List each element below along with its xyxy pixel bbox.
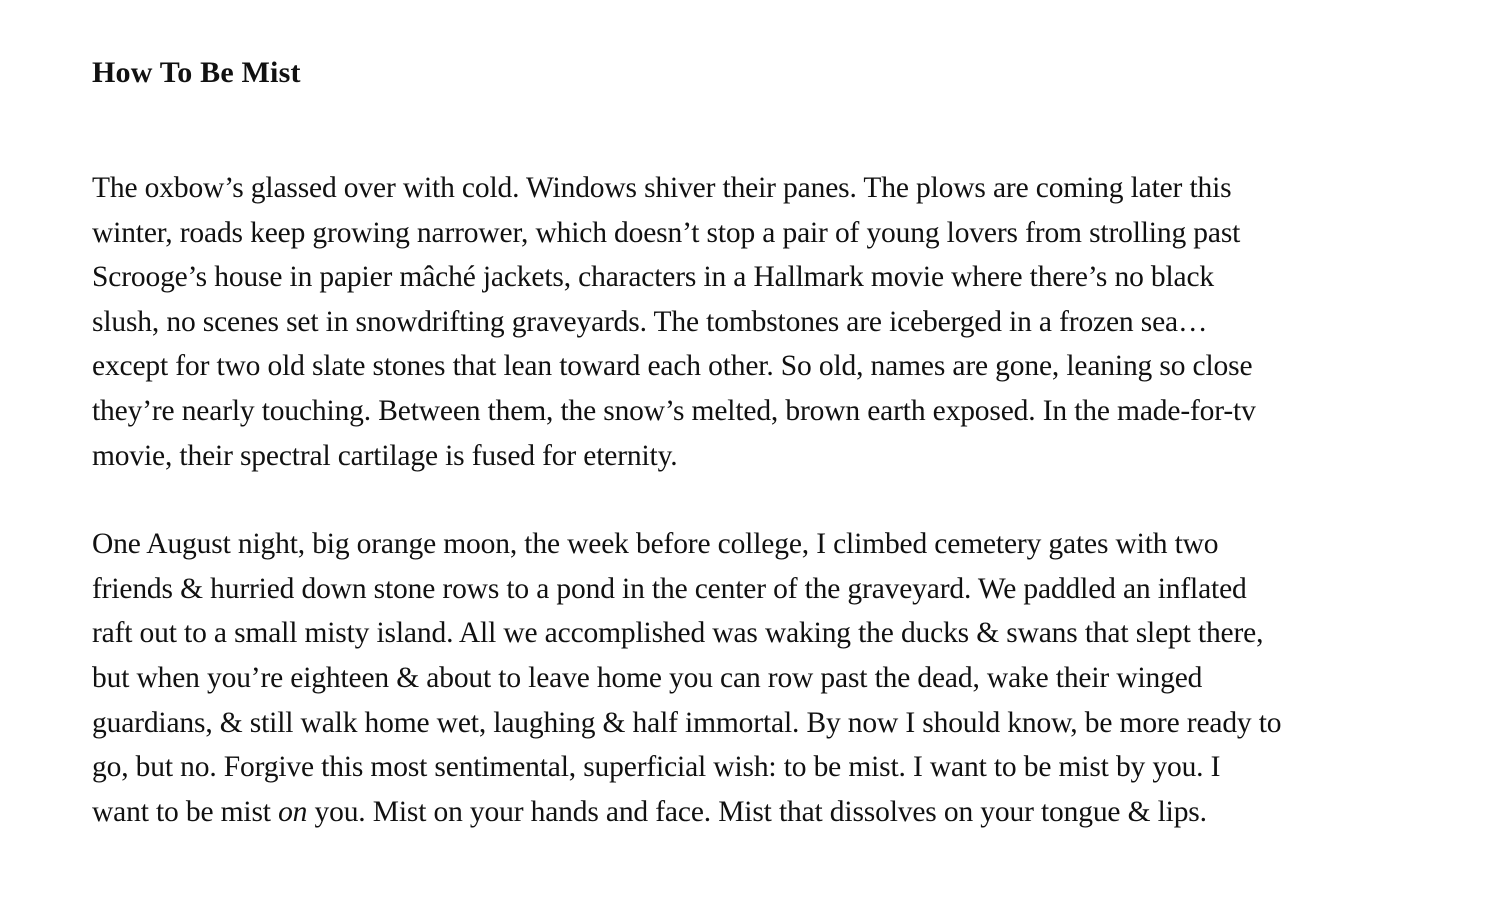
stanza-1 xyxy=(92,166,1452,478)
stanza-2-line: guardians, & still walk home wet, laughing & half immortal. By now I should know, be more ready to xyxy=(92,706,1282,739)
stanza-2-last-line xyxy=(92,790,1452,835)
stanza-2 xyxy=(92,522,1452,834)
stanza-2-line: but when you’re eighteen & about to leave home you can row past the dead, wake their winged xyxy=(92,661,1203,694)
stanza-1-line: slush, no scenes set in snowdrifting graveyards. The tombstones are iceberged in a frozen sea… xyxy=(92,305,1208,338)
poem-page xyxy=(92,52,1452,834)
stanza-2-line: friends & hurried down stone rows to a pond in the center of the graveyard. We paddled an inflated xyxy=(92,572,1247,605)
stanza-1-line: winter, roads keep growing narrower, which doesn’t stop a pair of young lovers from strolling past xyxy=(92,216,1241,249)
emphasis-word: on xyxy=(278,795,308,828)
stanza-2-line: raft out to a small misty island. All we accomplished was waking the ducks & swans that slept there, xyxy=(92,617,1264,650)
stanza-1-line: Scrooge’s house in papier mâché jackets, characters in a Hallmark movie where there’s no black xyxy=(92,261,1215,294)
stanza-2-line: go, but no. Forgive this most sentimental, superficial wish: to be mist. I want to be mist by you. I xyxy=(92,751,1221,784)
stanza-1-line: movie, their spectral cartilage is fused for eternity. xyxy=(92,439,678,472)
stanza-1-line: except for two old slate stones that lean toward each other. So old, names are gone, leaning so close xyxy=(92,350,1253,383)
stanza-1-line: The oxbow’s glassed over with cold. Windows shiver their panes. The plows are coming later this xyxy=(92,172,1232,204)
last-line-before: want to be mist xyxy=(92,795,279,828)
poem-title: How To Be Mist xyxy=(92,56,301,89)
last-line-after: you. Mist on your hands and face. Mist that dissolves on your tongue & lips. xyxy=(307,795,1207,828)
stanza-1-line: they’re nearly touching. Between them, the snow’s melted, brown earth exposed. In the made-for-tv xyxy=(92,394,1256,427)
stanza-2-line: One August night, big orange moon, the week before college, I climbed cemetery gates with two xyxy=(92,528,1219,561)
